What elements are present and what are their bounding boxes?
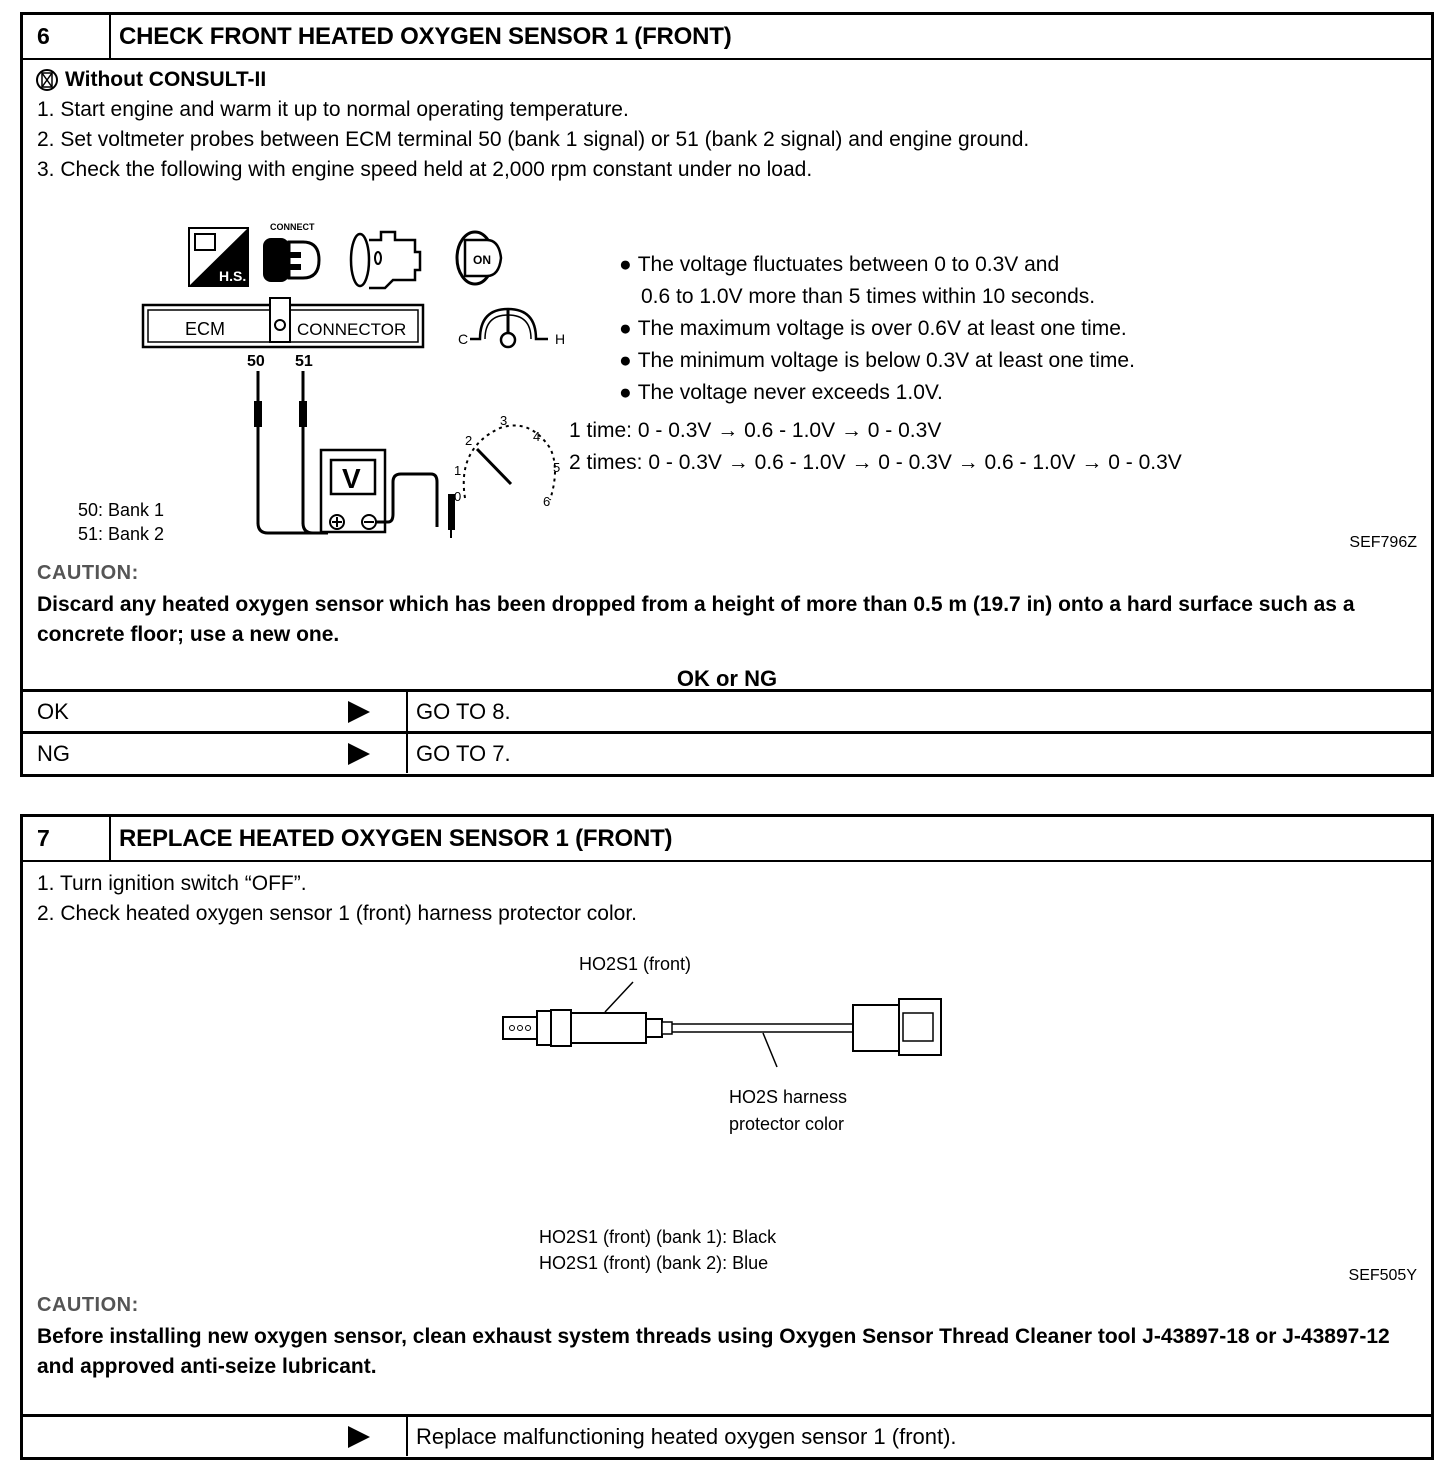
result-row-ng[interactable] <box>23 731 1431 773</box>
sequence-2-times: 2 times: 0 - 0.3V → 0.6 - 1.0V → 0 - 0.3V → 0.6 - 1.0V → 0 - 0.3V <box>569 451 1182 474</box>
legend-bank-2: 51: Bank 2 <box>78 524 165 544</box>
instruction-1: 1. Start engine and warm it up to normal operating temperature. <box>37 98 629 121</box>
svg-text:6: 6 <box>543 494 551 509</box>
condition-label: NG <box>37 740 70 766</box>
svg-text:ECM: ECM <box>185 319 225 339</box>
criterion-3: ● The minimum voltage is below 0.3V at least one time. <box>619 349 1135 372</box>
svg-text:51: 51 <box>295 353 313 370</box>
voltmeter <box>321 450 385 532</box>
criterion-1-cont: 0.6 to 1.0V more than 5 times within 10 seconds. <box>641 285 1096 308</box>
instruction-3: 3. Check the following with engine speed held at 2,000 rpm constant under no load. <box>37 158 813 181</box>
criterion-1: ● The voltage fluctuates between 0 to 0.3V and <box>619 253 1060 276</box>
mode-label: Without CONSULT-II <box>65 68 267 91</box>
svg-text:C: C <box>458 331 469 347</box>
svg-text:5: 5 <box>553 460 561 475</box>
arrow-right-icon <box>348 701 370 723</box>
engine-running-icon <box>351 232 420 288</box>
color-bank-1: HO2S1 (front) (bank 1): Black <box>539 1227 777 1247</box>
step-7-panel <box>20 814 1434 1460</box>
svg-text:3: 3 <box>500 413 508 428</box>
result-condition <box>23 692 408 731</box>
legend-bank-1: 50: Bank 1 <box>78 500 165 520</box>
condition-label: OK <box>37 698 69 724</box>
instruction-2: 2. Check heated oxygen sensor 1 (front) harness protector color. <box>37 902 637 925</box>
step-6-header <box>23 15 1431 60</box>
hot-soak-icon <box>189 228 248 286</box>
step-number: 7 <box>23 817 111 860</box>
no-consult-icon <box>35 68 59 92</box>
caution-text: Discard any heated oxygen sensor which has been dropped from a height of more than 0.5 m (19.7 in) onto a hard surface such as a concrete floor; use a new one. <box>37 593 1355 646</box>
result-prompt: OK or NG <box>676 666 778 691</box>
oxygen-sensor-illustration <box>493 977 973 1087</box>
figure-id: SEF505Y <box>1348 1267 1417 1284</box>
step-7-header <box>23 817 1431 862</box>
svg-text:H.S.: H.S. <box>219 268 247 284</box>
instruction-2: 2. Set voltmeter probes between ECM terminal 50 (bank 1 signal) or 51 (bank 2 signal) and engine ground. <box>37 128 1030 151</box>
arrow-right-icon <box>348 743 370 765</box>
result-action-text[interactable]: Replace malfunctioning heated oxygen sensor 1 (front). <box>416 1423 957 1449</box>
voltmeter-diagram <box>113 218 593 538</box>
sequence-1-time: 1 time: 0 - 0.3V → 0.6 - 1.0V → 0 - 0.3V <box>569 419 942 442</box>
step-title: CHECK FRONT HEATED OXYGEN SENSOR 1 (FRONT) <box>119 22 732 50</box>
connect-icon <box>263 222 319 282</box>
step-title: REPLACE HEATED OXYGEN SENSOR 1 (FRONT) <box>119 824 673 852</box>
caution-label: CAUTION: <box>37 1294 139 1316</box>
caution-text: Before installing new oxygen sensor, clean exhaust system threads using Oxygen Sensor Thread Cleaner tool J-43897-18 or J-43897-12 and approved anti-seize lubricant. <box>37 1325 1390 1378</box>
result-condition <box>23 1417 408 1456</box>
probe-wires <box>254 371 328 533</box>
figure-id: SEF796Z <box>1349 534 1417 551</box>
temperature-gauge-icon <box>458 309 565 347</box>
criterion-4: ● The voltage never exceeds 1.0V. <box>619 381 943 404</box>
svg-text:50: 50 <box>247 353 265 370</box>
svg-text:2: 2 <box>465 433 473 448</box>
ecm-connector <box>143 298 423 370</box>
svg-text:ON: ON <box>473 253 491 267</box>
harness-label-line-2: protector color <box>729 1114 845 1134</box>
svg-text:H: H <box>555 331 566 347</box>
svg-text:V: V <box>342 463 361 494</box>
harness-label-line-1: HO2S harness <box>729 1087 848 1107</box>
result-row-action[interactable] <box>23 1414 1431 1456</box>
result-condition <box>23 734 408 773</box>
result-action-link[interactable]: GO TO 7. <box>416 740 511 766</box>
svg-text:1: 1 <box>454 463 462 478</box>
tachometer-icon <box>454 413 560 509</box>
result-action-link[interactable]: GO TO 8. <box>416 698 511 724</box>
sensor-label: HO2S1 (front) <box>579 954 692 974</box>
criterion-2: ● The maximum voltage is over 0.6V at least one time. <box>619 317 1127 340</box>
color-bank-2: HO2S1 (front) (bank 2): Blue <box>539 1253 769 1273</box>
arrow-right-icon <box>348 1426 370 1448</box>
ground-wire <box>376 474 461 538</box>
caution-label: CAUTION: <box>37 562 139 584</box>
step-6-panel <box>20 12 1434 777</box>
instruction-1: 1. Turn ignition switch “OFF”. <box>37 872 307 895</box>
svg-text:CONNECTOR: CONNECTOR <box>297 320 407 339</box>
mode-label-row <box>35 68 266 92</box>
step-number: 6 <box>23 15 111 58</box>
result-row-ok[interactable] <box>23 689 1431 731</box>
svg-text:4: 4 <box>533 429 541 444</box>
ignition-on-icon <box>457 232 501 284</box>
svg-text:CONNECT: CONNECT <box>270 222 315 232</box>
svg-text:0: 0 <box>454 489 462 504</box>
